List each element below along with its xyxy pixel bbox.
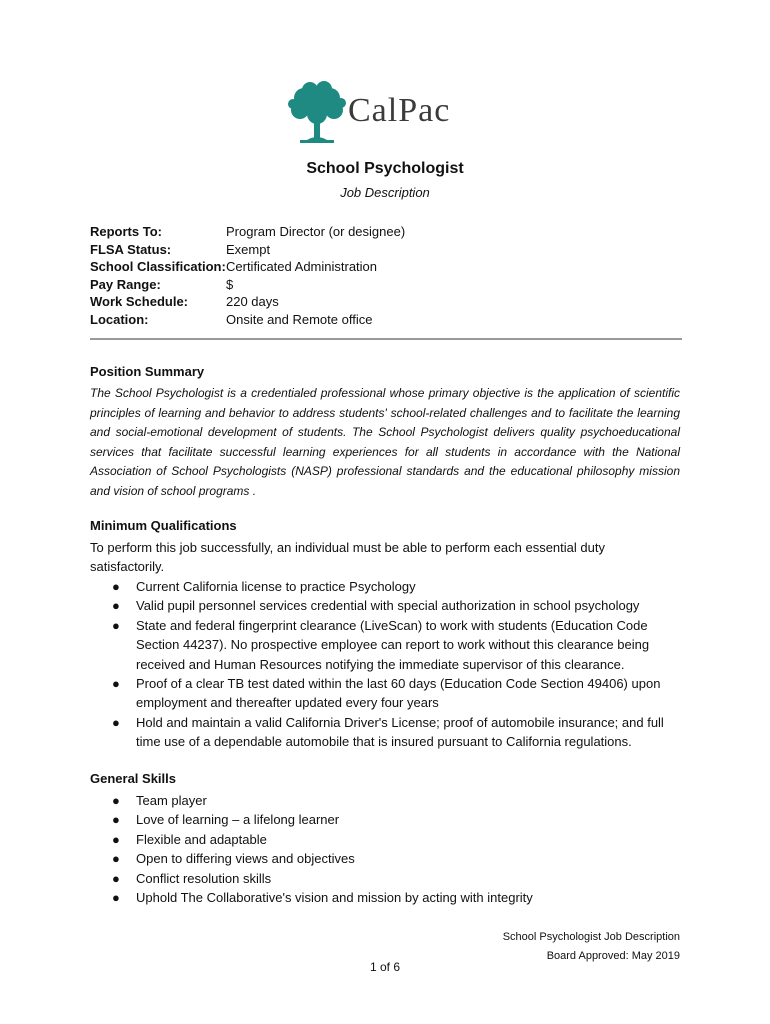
info-label: Reports To: — [90, 224, 162, 239]
info-value: Exempt — [226, 241, 271, 257]
page-number: 1 of 6 — [369, 960, 401, 974]
list-item: ● State and federal fingerprint clearance (LiveScan) to work with students (Education Code Section 44237). No prospective employee can report to work without this clearance being received and Human Resources notifying the immediate supervisor of this clearance. — [112, 617, 650, 672]
info-label: Location: — [90, 311, 149, 327]
min-quals-heading: Minimum Qualifications — [90, 518, 237, 533]
info-label: Work Schedule: — [90, 294, 189, 309]
bullet-icon: ● — [112, 714, 120, 730]
brand-name: CalPac — [348, 92, 451, 129]
bullet-icon: ● — [112, 812, 120, 828]
info-label: Pay Range: — [90, 276, 161, 292]
bullet-icon: ● — [112, 598, 120, 614]
bullet-icon: ● — [112, 617, 120, 633]
info-value: Certificated Administration — [226, 259, 378, 274]
info-row — [90, 259, 405, 277]
info-row — [90, 242, 405, 260]
min-quals-intro: To perform this job successfully, an individual must be able to perform each essential duty satisfactorily. — [90, 540, 605, 575]
job-info-table — [90, 224, 405, 329]
bullet-icon: ● — [112, 851, 120, 867]
general-skills-heading: General Skills — [90, 771, 176, 786]
bullet-icon: ● — [112, 793, 120, 808]
info-row — [90, 312, 405, 330]
list-item: ● Love of learning – a lifelong learner — [90, 810, 686, 829]
list-item: ● Hold and maintain a valid California Driver's License; proof of automobile insurance; and full time use of a dependable automobile that is insured pursuant to California regulations. — [112, 714, 664, 750]
page-subtitle: Job Description — [340, 185, 430, 200]
position-summary-heading: Position Summary — [90, 364, 205, 379]
list-item: ● Flexible and adaptable — [90, 830, 686, 849]
list-item: ● Current California license to practice Psychology — [90, 577, 686, 596]
info-value: 220 days — [226, 294, 279, 309]
list-item: ● Conflict resolution skills — [90, 869, 686, 888]
info-value: Onsite and Remote office — [226, 311, 373, 327]
min-quals-list — [90, 577, 686, 752]
list-item: ● Valid pupil personnel services credential with special authorization in school psychology — [90, 596, 686, 615]
calpac-logo — [286, 80, 486, 146]
list-item: ● Open to differing views and objectives — [90, 849, 686, 868]
list-item: ● Team player — [90, 791, 686, 810]
bullet-icon: ● — [112, 831, 120, 847]
info-row — [90, 294, 405, 312]
info-row — [90, 224, 405, 242]
footer-line-1: School Psychologist Job Description — [502, 931, 680, 943]
bullet-icon: ● — [112, 890, 120, 906]
position-summary-text: The School Psychologist is a credentialed professional whose primary objective is the application of scientific principles of learning and behavior to address students' school-related challenges and to facilitate the learning and social-emotional development of students. The School Psychologist delivers quality psychoeducational services that facilitate successful learning experiences for all students in accordance with the National Association of School Psychologists (NASP) professional standards and the educational philosophy mission and vision of school programs . — [90, 386, 680, 498]
list-item: ● Proof of a clear TB test dated within the last 60 days (Education Code Section 49406) upon employment and thereafter updated every four years — [112, 676, 661, 711]
bullet-icon: ● — [112, 870, 120, 886]
info-value: Program Director (or designee) — [226, 224, 406, 239]
info-label: FLSA Status: — [90, 241, 172, 257]
tree-logo-icon — [286, 80, 348, 146]
info-label: School Classification: — [90, 259, 226, 274]
divider — [90, 338, 682, 340]
info-value: $ — [226, 276, 234, 292]
page-title: School Psychologist — [306, 160, 464, 177]
bullet-icon: ● — [112, 676, 120, 692]
footer-line-2: Board Approved: May 2019 — [546, 950, 680, 962]
list-item: ● Uphold The Collaborative's vision and mission by acting with integrity — [90, 888, 686, 907]
general-skills-list — [90, 791, 686, 907]
info-row — [90, 277, 405, 295]
bullet-icon: ● — [112, 579, 120, 594]
